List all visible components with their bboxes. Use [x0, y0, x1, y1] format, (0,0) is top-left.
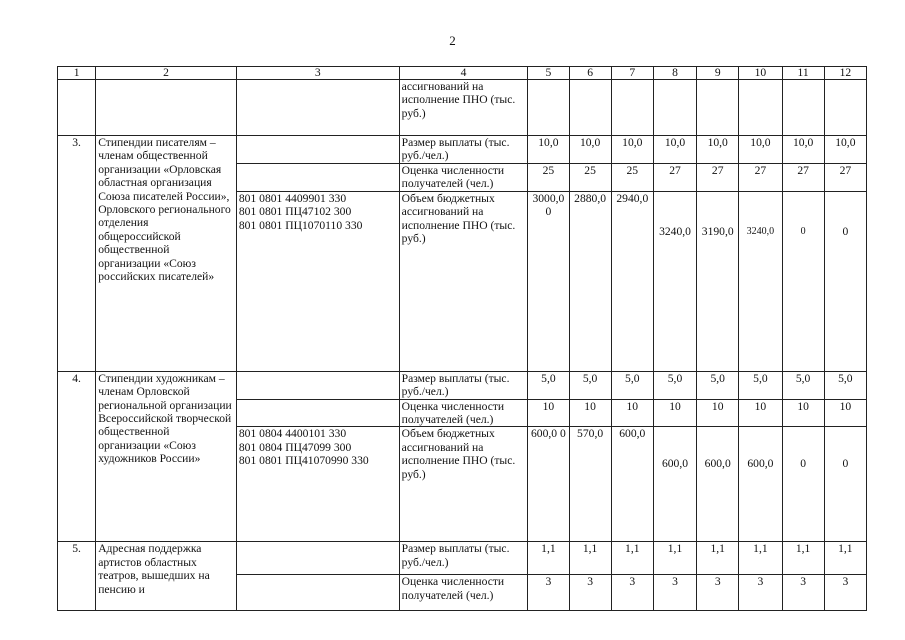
- value-cell: 25: [569, 163, 611, 191]
- measure-name: Стипендии писателям – членам общественной организации «Орловская областная организация Союза писателей России», Орловского регионального отделения общероссийской общественной организации «Союз российских писателей»: [96, 136, 237, 372]
- value-cell: 27: [697, 163, 739, 191]
- value-cell: 5,0: [528, 371, 569, 399]
- table-row: [58, 371, 867, 399]
- header-cell: 8: [653, 67, 696, 80]
- value-cell: 5,0: [782, 371, 824, 399]
- value-cell: 10: [569, 399, 611, 427]
- value-cell: 10,0: [782, 136, 824, 164]
- value-cell: 10,0: [653, 136, 696, 164]
- value-cell: 3000,0 0: [528, 191, 569, 371]
- program-table: [57, 66, 867, 611]
- indicator-cell: Размер выплаты (тыс. руб./чел.): [399, 136, 528, 164]
- indicator-cell: Размер выплаты (тыс. руб./чел.): [399, 371, 528, 399]
- indicator-cell: Оценка численности получателей (чел.): [399, 163, 528, 191]
- budget-codes: [236, 427, 399, 542]
- budget-code: 801 0801 4409901 330: [238, 191, 347, 205]
- header-cell: 4: [399, 67, 528, 80]
- value-cell: 10: [739, 399, 782, 427]
- value-cell: 10,0: [739, 136, 782, 164]
- value-cell: 3: [611, 575, 653, 611]
- value-cell: 27: [739, 163, 782, 191]
- value-cell: 2880,0: [569, 191, 611, 371]
- value-cell: 3: [782, 575, 824, 611]
- value-cell: 1,1: [611, 542, 653, 575]
- value-cell: 3: [653, 575, 696, 611]
- value-cell: 10: [653, 399, 696, 427]
- header-cell: 3: [236, 67, 399, 80]
- indicator-cell: Объем бюджетных ассигнований на исполнение ПНО (тыс. руб.): [399, 427, 528, 542]
- value-cell: 5,0: [569, 371, 611, 399]
- value-cell: 27: [653, 163, 696, 191]
- value-cell: 1,1: [824, 542, 866, 575]
- value-cell: 2940,0: [611, 191, 653, 371]
- value-cell: 10,0: [697, 136, 739, 164]
- value-cell: 10,0: [528, 136, 569, 164]
- value-cell: 1,1: [653, 542, 696, 575]
- page-number: 2: [449, 33, 456, 48]
- table-row: [58, 542, 867, 575]
- budget-code: 801 0804 ПЦ47099 300: [238, 440, 352, 454]
- value-cell: 10,0: [569, 136, 611, 164]
- value-cell: 3240,0: [739, 191, 782, 371]
- measure-name: Стипендии художникам – членам Орловской региональной организации Всероссийской творческой общественной организации «Союз художников России»: [96, 371, 237, 542]
- indicator-cell: Объем бюджетных ассигнований на исполнение ПНО (тыс. руб.): [399, 191, 528, 371]
- value-cell: 27: [824, 163, 866, 191]
- value-cell: 3: [697, 575, 739, 611]
- value-cell: 3190,0: [697, 191, 739, 371]
- value-cell: 25: [611, 163, 653, 191]
- header-cell: 5: [528, 67, 569, 80]
- value-cell: 5,0: [611, 371, 653, 399]
- value-cell: 600,0: [611, 427, 653, 542]
- value-cell: 10: [528, 399, 569, 427]
- value-cell: 3: [824, 575, 866, 611]
- row-number: 5.: [58, 542, 96, 611]
- value-cell: 5,0: [739, 371, 782, 399]
- value-cell: 1,1: [739, 542, 782, 575]
- value-cell: 600,0: [697, 427, 739, 542]
- value-cell: 1,1: [782, 542, 824, 575]
- measure-name: Адресная поддержка артистов областных театров, вышедших на пенсию и: [96, 542, 237, 611]
- budget-codes: [236, 191, 399, 371]
- budget-code: 801 0801 ПЦ41070990 330: [238, 454, 369, 468]
- header-cell: 9: [697, 67, 739, 80]
- table-row: [58, 80, 867, 136]
- header-cell: 10: [739, 67, 782, 80]
- value-cell: 10: [697, 399, 739, 427]
- value-cell: 1,1: [528, 542, 569, 575]
- header-row: [58, 67, 867, 80]
- budget-code: 801 0801 ПЦ1070110 330: [238, 218, 363, 232]
- indicator-cell: Размер выплаты (тыс. руб./чел.): [399, 542, 528, 575]
- value-cell: 1,1: [569, 542, 611, 575]
- row-number: 3.: [58, 136, 96, 372]
- value-cell: 600,0 0: [528, 427, 569, 542]
- value-cell: 10: [824, 399, 866, 427]
- header-cell: 7: [611, 67, 653, 80]
- value-cell: 570,0: [569, 427, 611, 542]
- indicator-cell: ассигнований на исполнение ПНО (тыс. руб.): [399, 80, 528, 136]
- value-cell: 3240,0: [653, 191, 696, 371]
- value-cell: 600,0: [653, 427, 696, 542]
- table-row: [58, 136, 867, 164]
- row-number: 4.: [58, 371, 96, 542]
- value-cell: 3: [528, 575, 569, 611]
- value-cell: 600,0: [739, 427, 782, 542]
- indicator-cell: Оценка численности получателей (чел.): [399, 399, 528, 427]
- value-cell: 10,0: [824, 136, 866, 164]
- header-cell: 2: [96, 67, 237, 80]
- indicator-cell: Оценка численности получателей (чел.): [399, 575, 528, 611]
- value-cell: 0: [782, 191, 824, 371]
- value-cell: 25: [528, 163, 569, 191]
- value-cell: 3: [569, 575, 611, 611]
- value-cell: 0: [824, 191, 866, 371]
- value-cell: 5,0: [653, 371, 696, 399]
- value-cell: 1,1: [697, 542, 739, 575]
- value-cell: 5,0: [824, 371, 866, 399]
- budget-code: 801 0801 ПЦ47102 300: [238, 205, 352, 219]
- value-cell: 5,0: [697, 371, 739, 399]
- value-cell: 10: [611, 399, 653, 427]
- value-cell: 0: [824, 427, 866, 542]
- header-cell: 11: [782, 67, 824, 80]
- value-cell: 3: [739, 575, 782, 611]
- value-cell: 10: [782, 399, 824, 427]
- value-cell: 0: [782, 427, 824, 542]
- value-cell: 27: [782, 163, 824, 191]
- budget-code: 801 0804 4400101 330: [238, 427, 347, 441]
- header-cell: 1: [58, 67, 96, 80]
- value-cell: 10,0: [611, 136, 653, 164]
- header-cell: 12: [824, 67, 866, 80]
- header-cell: 6: [569, 67, 611, 80]
